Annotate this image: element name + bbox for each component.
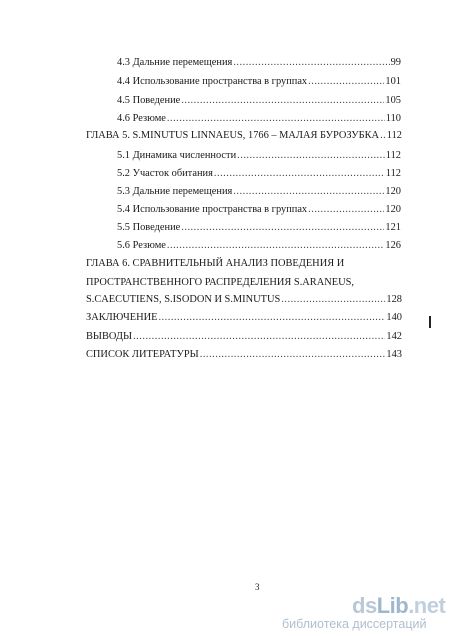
toc-leader-dots: [167, 112, 385, 125]
toc-chapter-line: ПРОСТРАНСТВЕННОГО РАСПРЕДЕЛЕНИЯ S.ARANEUS,: [86, 277, 354, 288]
toc-entry-page: 142: [386, 331, 402, 342]
toc-entry-title: 4.5 Поведение: [117, 95, 181, 106]
toc-chapter: [86, 129, 402, 142]
watermark-caption: библиотека диссертаций: [282, 617, 427, 631]
toc-leader-dots: [181, 221, 384, 234]
toc-entry-page: 128: [386, 294, 402, 305]
toc-entry-title: СПИСОК ЛИТЕРАТУРЫ: [86, 349, 199, 360]
toc-entry-page: 112: [386, 130, 402, 141]
toc-entry: [117, 203, 401, 216]
toc-entry-page: 112: [385, 168, 401, 179]
toc-entry: [117, 185, 401, 198]
toc-entry-page: 120: [385, 204, 401, 215]
toc-leader-dots: [233, 185, 384, 198]
toc-entry-page: 110: [385, 113, 401, 124]
toc-leader-dots: [158, 311, 385, 324]
toc-entry-page: 101: [385, 76, 401, 87]
toc-entry-page: 99: [390, 57, 401, 68]
toc-leader-dots: [167, 239, 385, 252]
toc-entry: [117, 56, 401, 69]
toc-entry: [117, 75, 401, 88]
toc-entry-title: 4.4 Использование пространства в группах: [117, 76, 308, 87]
toc-leader-dots: [200, 348, 386, 361]
toc-leader-dots: [308, 203, 384, 216]
toc-entry-title: 5.1 Динамика численности: [117, 150, 237, 161]
toc-entry: [117, 221, 401, 234]
toc-entry-page: 120: [385, 186, 401, 197]
page-number: 3: [255, 582, 260, 592]
toc-entry-page: 140: [386, 312, 402, 323]
toc-entry-title: 4.6 Резюме: [117, 113, 166, 124]
toc-entry-title: S.CAECUTIENS, S.ISODON И S.MINUTUS: [86, 294, 281, 305]
toc-entry-page: 126: [385, 240, 401, 251]
toc-entry-page: 112: [385, 150, 401, 161]
toc-entry: [117, 149, 401, 162]
toc-leader-dots: [133, 330, 385, 343]
toc-entry-page: 105: [385, 95, 401, 106]
toc-entry-title: 5.5 Поведение: [117, 222, 181, 233]
scan-edge-mark: [429, 316, 431, 328]
toc-leader-dots: [281, 293, 385, 306]
toc-leader-dots: [237, 149, 385, 162]
watermark-logo: [282, 593, 448, 633]
toc-leader-dots: [380, 129, 386, 142]
toc-entry-title: ЗАКЛЮЧЕНИЕ: [86, 312, 158, 323]
toc-entry-title: 5.2 Участок обитания: [117, 168, 213, 179]
toc-entry: [117, 112, 401, 125]
toc-entry-page: 121: [385, 222, 401, 233]
toc-entry: [117, 167, 401, 180]
toc-entry-title: 4.3 Дальние перемещения: [117, 57, 233, 68]
toc-entry-title: 5.4 Использование пространства в группах: [117, 204, 308, 215]
toc-chapter: [86, 293, 402, 306]
toc-entry-title: ГЛАВА 5. S.MINUTUS LINNAEUS, 1766 – МАЛАЯ БУРОЗУБКА: [86, 130, 380, 141]
toc-leader-dots: [181, 94, 384, 107]
toc-chapter: [86, 348, 402, 361]
toc-entry: [117, 94, 401, 107]
toc-chapter: [86, 330, 402, 343]
toc-chapter-line: ГЛАВА 6. СРАВНИТЕЛЬНЫЙ АНАЛИЗ ПОВЕДЕНИЯ И: [86, 258, 345, 269]
toc-entry-title: 5.6 Резюме: [117, 240, 166, 251]
watermark-brand: dsLib.net: [352, 593, 446, 618]
toc-entry-page: 143: [386, 349, 402, 360]
toc-chapter: [86, 311, 402, 324]
toc-leader-dots: [233, 56, 389, 69]
toc-entry-title: ВЫВОДЫ: [86, 331, 133, 342]
toc-leader-dots: [214, 167, 385, 180]
toc-entry-title: 5.3 Дальние перемещения: [117, 186, 233, 197]
toc-entry: [117, 239, 401, 252]
toc-leader-dots: [308, 75, 384, 88]
